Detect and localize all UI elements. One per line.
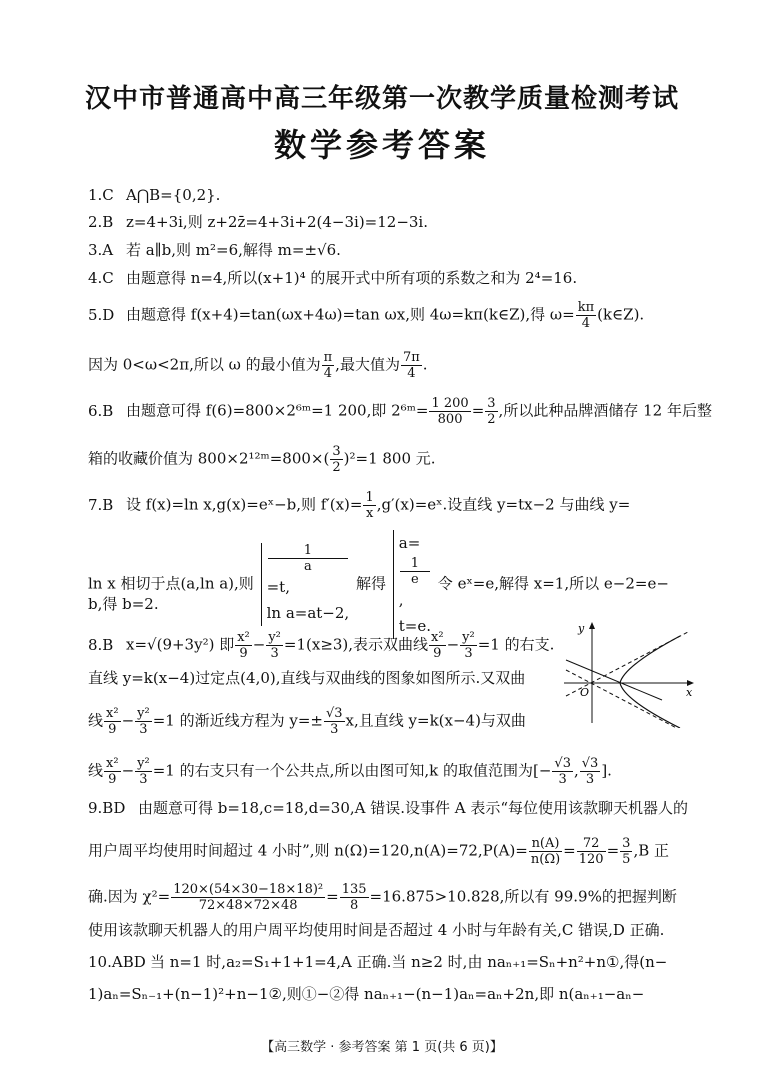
answer-label: 1.C (88, 186, 114, 204)
answer-8-line-3: 线 $\frac{\text{x²}}{9}$ − $\frac{\text{y²}}{3}$ =1 的渐近线方程为 y=± $\frac{√3}{3}$ x,且直线 y=k(x−4)与双曲 (88, 706, 526, 737)
answer-9-line-4: 使用该款聊天机器人的用户周平均使用时间是否超过 4 小时与年龄有关,C 错误,D 正确. (88, 921, 665, 939)
fraction: $\frac{\pi}{4}$ (323, 350, 333, 381)
equation-system: a= 1 e , t=e. (393, 530, 431, 639)
answer-7-line-3: b,得 b=2. (88, 595, 159, 613)
answer-9: 9.BD 由题意可得 b=18,c=18,d=30,A 错误.设事件 A 表示“每位使用该款聊天机器人的 (88, 799, 689, 817)
asymptote-lower (566, 670, 688, 728)
equation-system: 1 a =t, ln a=at−2, (261, 543, 350, 626)
answer-2 (88, 212, 428, 232)
fraction: $\frac{3}{2}$ (487, 396, 496, 427)
y-axis-arrow (589, 622, 595, 629)
graph-x-label: x (686, 686, 693, 699)
answer-1 (88, 185, 220, 205)
answer-text: A⋂B={0,2}. (126, 186, 221, 204)
answer-text: z=4+3i,则 z+2z̄=4+3i+2(4−3i)=12−3i. (126, 213, 428, 231)
fraction: $\frac{3}{2}$ (332, 444, 341, 475)
answer-10-line-2: 1)aₙ=Sₙ₋₁+(n−1)²+n−1②,则①−②得 naₙ₊₁−(n−1)aₙ=aₙ+2n,即 n(aₙ₊₁−aₙ− (88, 985, 645, 1003)
answer-7-line-2: ln x 相切于点(a,ln a),则 1 a =t, ln a=at−2, 解得 a= 1 e , t=e. 令 eˣ=e,解得 x=1,所以 e−2=e− (88, 530, 669, 639)
document-title: 数学参考答案 (273, 126, 490, 164)
answer-8-line-2: 直线 y=k(x−4)过定点(4,0),直线与双曲线的图象如图所示.又双曲 (88, 669, 526, 687)
fraction: $\frac{7\pi}{4}$ (402, 350, 420, 381)
fraction: $\frac{k\pi}{4}$ (577, 300, 595, 331)
graph-y-label: y (578, 622, 585, 635)
answer-label: 10.ABD (88, 953, 146, 971)
answer-label: 8.B (88, 635, 114, 654)
answer-5-line-2: 因为 0<ω<2π,所以 ω 的最小值为 $\frac{\pi}{4}$ ,最大值为 $\frac{7\pi}{4}$ . (88, 350, 428, 381)
page-footer: 【高三数学 · 参考答案 第 1 页(共 6 页)】 (261, 1040, 503, 1055)
answer-8: 8.B x=√(9+3y²) 即 $\frac{\text{x²}}{9}$ − $\frac{\text{y²}}{3}$ =1(x≥3),表示双曲线 $\frac{\text{x²}}{9}$ − $\frac{\text{y²}}{3}$ =1 的右支. (88, 630, 555, 661)
answer-10: 10.ABD 当 n=1 时,a₂=S₁+1+1=4,A 正确.当 n≥2 时,由 naₙ₊₁=Sₙ+n²+n①,得(n− (88, 953, 668, 971)
answer-label: 7.B (88, 495, 114, 514)
answer-5: 5.D 由题意得 f(x+4)=tan(ωx+4ω)=tan ωx,则 4ω=kπ(k∈Z),得 ω= $\frac{k\pi}{4}$ (k∈Z). (88, 300, 645, 331)
answer-9-line-3: 确.因为 χ²= $\frac{\text{120×(54×30−18×18)²}}{72\times 48\times 72\times 48}$ = $\frac{135}{8}$ =16.875>10.828,所以有 99.9%的把握判断 (88, 882, 677, 913)
hyperbola-graph (562, 618, 702, 728)
answer-6-line-2: 箱的收藏价值为 800×2¹²ᵐ=800×( $\frac{3}{2}$ )²=1 800 元. (88, 444, 436, 475)
answer-6: 6.B 由题意可得 f(6)=800×2⁶ᵐ=1 200,即 2⁶ᵐ= $\frac{1 200}{800}$ = $\frac{3}{2}$ ,所以此种品牌酒储存 12 年后整 (88, 396, 712, 427)
answer-8-line-4: 线 $\frac{\text{x²}}{9}$ − $\frac{\text{y²}}{3}$ =1 的右支只有一个公共点,所以由图可知,k 的取值范围为[− $\frac{√3}{3}$ , $\frac{√3}{3}$ ]. (88, 756, 612, 787)
answer-label: 3.A (88, 241, 114, 259)
fraction: $\frac{1 200}{800}$ (431, 396, 469, 427)
answer-4 (88, 268, 577, 288)
answer-text: 若 a∥b,则 m²=6,解得 m=±√6. (126, 241, 341, 259)
graph-origin-label: O (580, 686, 590, 699)
answer-label: 5.D (88, 305, 115, 324)
answer-label: 2.B (88, 213, 114, 231)
answer-3 (88, 240, 341, 260)
answer-7: 7.B 设 f(x)=ln x,g(x)=eˣ−b,则 f′(x)= $\frac{1}{x}$ ,g′(x)=eˣ.设直线 y=tx−2 与曲线 y= (88, 490, 631, 521)
answer-label: 4.C (88, 269, 114, 287)
exam-title: 汉中市普通高中高三年级第一次教学质量检测考试 (84, 84, 679, 114)
answer-text: 由题意得 n=4,所以(x+1)⁴ 的展开式中所有项的系数之和为 2⁴=16. (126, 269, 578, 287)
answer-label: 6.B (88, 401, 114, 420)
answer-label: 9.BD (88, 799, 126, 817)
fraction: $\frac{1}{x}$ (365, 490, 374, 521)
answer-9-line-2: 用户周平均使用时间超过 4 小时”,则 n(Ω)=120,n(A)=72,P(A)= $\frac{n(A)}{n(\Omega)}$ = $\frac{72}{120}$ = $\frac{3}{5}$ ,B 正 (88, 836, 669, 867)
